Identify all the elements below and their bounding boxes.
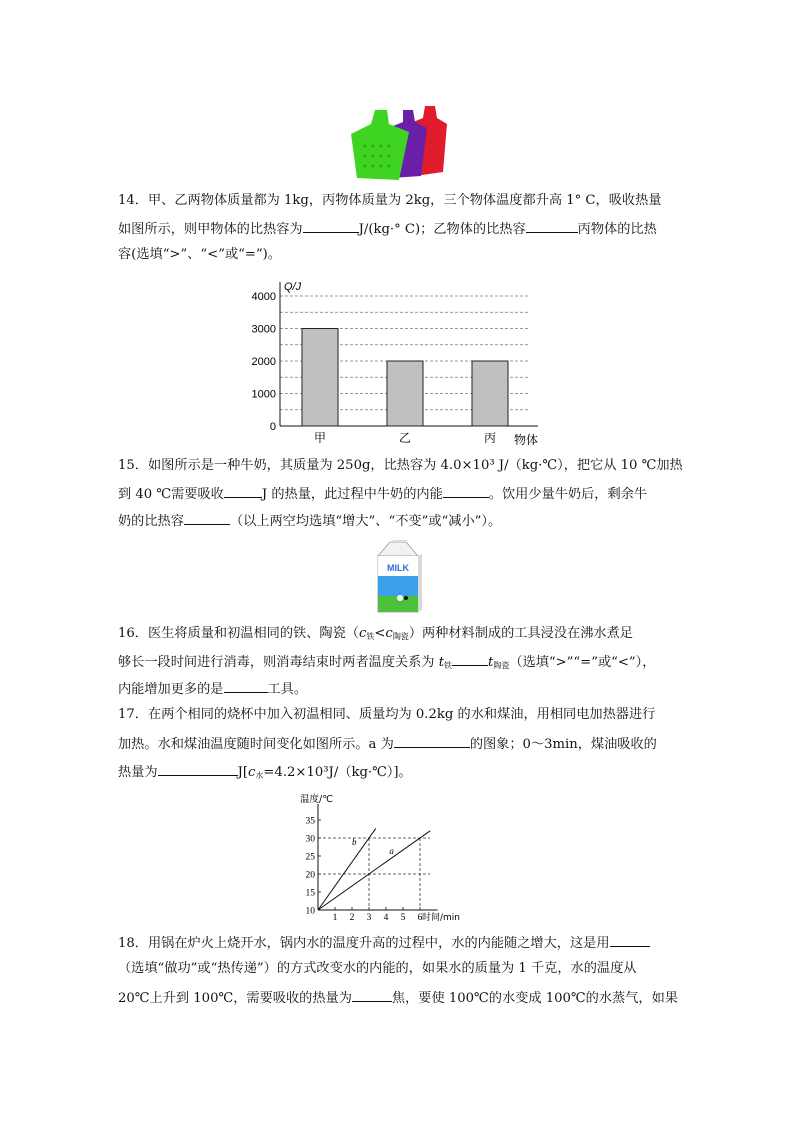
sub-ceramic: 陶瓷 <box>392 632 409 641</box>
q17-text: 加热。水和煤油温度随时间变化如图所示。a 为 <box>118 737 394 752</box>
y-tick-label: 35 <box>305 816 315 827</box>
x-tick-label: 5 <box>400 913 406 922</box>
q17-text: 的图象；0～3min，煤油吸收的 <box>469 737 657 752</box>
answer-blank <box>303 219 359 233</box>
q14-line2 <box>118 219 657 239</box>
answer-blank <box>443 484 489 498</box>
y-tick-label: 0 <box>269 421 276 433</box>
q15-line3 <box>118 511 501 531</box>
x-tick-label: 丙 <box>483 431 497 445</box>
q18-line2: （选填“做功”或“热传递”）的方式改变水的内能的，如果水的质量为 1 千克，水的温度从 <box>118 961 637 976</box>
series-a-label: a <box>389 846 394 857</box>
y-tick-label: 15 <box>305 888 315 899</box>
q14-line1: 14．甲、乙两物体质量都为 1kg，丙物体质量为 2kg，三个物体温度都升高 1° C，吸收热量 <box>118 193 662 208</box>
answer-blank <box>158 762 238 776</box>
x-tick-label: 3 <box>366 913 372 922</box>
bar-chart <box>240 278 550 450</box>
sub-water: 水 <box>255 771 264 780</box>
milk-label: MILK <box>387 563 409 573</box>
q15-text: 。饮用少量牛奶后，剩余牛 <box>488 487 648 502</box>
q17-text: 热量为 <box>118 765 158 780</box>
x-tick-label: 乙 <box>398 431 412 445</box>
answer-blank <box>526 219 578 233</box>
answer-blank <box>452 652 488 666</box>
bar <box>302 329 338 427</box>
sub-iron: 铁 <box>444 661 453 670</box>
q14-text: J/(kg·° C)；乙物体的比热容 <box>358 222 526 237</box>
y-axis-label: Q/J <box>284 281 302 293</box>
q16-text: （选填“>”“=”或“<”）， <box>509 655 656 670</box>
series-b-label: b <box>352 837 357 848</box>
sub-ceramic: 陶瓷 <box>493 661 510 670</box>
q18-text: 焦，要使 100℃的水变成 100℃的水蒸气，如果 <box>391 991 678 1006</box>
q16-text: 够长一段时间进行消毒，则消毒结束时两者温度关系为 <box>118 655 439 670</box>
x-tick-label: 6 <box>417 913 423 922</box>
q18-line3 <box>118 988 678 1008</box>
q16-text: 16．医生将质量和初温相同的铁、陶瓷（ <box>118 626 359 641</box>
q18-line1 <box>118 933 650 953</box>
q15-line2 <box>118 484 647 504</box>
q14-text: 丙物体的比热 <box>577 222 657 237</box>
y-tick-label: 4000 <box>251 291 276 303</box>
x-tick-label: 4 <box>383 913 389 922</box>
hot-water-bottles-image <box>343 96 451 182</box>
y-tick-label: 3000 <box>251 323 276 336</box>
q14-line3: 容(选填“>”、“<”或“=”)。 <box>118 247 282 262</box>
var-c: c <box>248 765 256 780</box>
answer-blank <box>184 511 230 525</box>
q18-text: 20℃上升到 100℃，需要吸收的热量为 <box>118 991 352 1006</box>
milk-carton-image <box>372 540 422 616</box>
q17-text: =4.2×10³J/（kg·℃）]。 <box>263 765 412 780</box>
q16-line1 <box>118 625 633 646</box>
answer-blank <box>610 933 650 947</box>
q15-line1: 15．如图所示是一种牛奶，其质量为 250g，比热容为 4.0×10³ J/（kg·℃），把它从 10 ℃加热 <box>118 458 683 473</box>
y-tick-label: 20 <box>305 870 315 881</box>
var-c: c <box>385 626 393 641</box>
bar <box>387 361 423 426</box>
answer-blank <box>224 484 262 498</box>
var-c: c <box>358 626 367 641</box>
y-tick-label: 1000 <box>251 388 276 401</box>
q17-line2 <box>118 734 657 754</box>
q16-text: 工具。 <box>267 682 308 697</box>
q18-text: 18．用锅在炉火上烧开水，锅内水的温度升高的过程中，水的内能随之增大，这是用 <box>118 936 610 951</box>
q15-text: （以上两空均选填“增大”、“不变”或“减小”）。 <box>229 514 502 529</box>
answer-blank <box>224 679 268 693</box>
bar <box>472 361 508 426</box>
series-a-line <box>318 831 430 910</box>
answer-blank <box>352 988 392 1002</box>
y-tick-label: 25 <box>305 852 315 863</box>
sub-iron: 铁 <box>366 632 375 641</box>
q16-line2 <box>118 652 655 675</box>
y-tick-label: 2000 <box>251 356 276 368</box>
x-axis-label: 物体 <box>514 433 539 447</box>
x-tick-label: 2 <box>349 913 355 922</box>
y-tick-label: 10 <box>305 906 315 917</box>
y-tick-label: 30 <box>305 834 315 845</box>
q15-text: 奶的比热容 <box>118 514 184 529</box>
q17-text: J[ <box>237 765 248 780</box>
q16-text: 内能增加更多的是 <box>118 682 224 697</box>
q17-line1: 17．在两个相同的烧杯中加入初温相同、质量均为 0.2kg 的水和煤油，用相同电加热器进行 <box>118 707 656 722</box>
x-tick-label: 甲 <box>313 431 327 445</box>
temperature-time-chart <box>296 790 476 922</box>
answer-blank <box>394 734 470 748</box>
x-tick-label: 1 <box>332 913 338 922</box>
var-t: t <box>488 655 494 670</box>
q15-text: 到 40 ℃需要吸收 <box>118 487 224 502</box>
q16-text: ）两种材料制成的工具浸没在沸水煮足 <box>408 626 633 641</box>
y-axis-label: 温度/℃ <box>300 794 333 805</box>
q15-text: J 的热量，此过程中牛奶的内能 <box>261 487 443 502</box>
x-axis-label: 时间/min <box>422 913 461 922</box>
var-t: t <box>438 655 445 670</box>
q16-line3 <box>118 679 307 699</box>
series-b-line <box>318 828 376 910</box>
q17-line3 <box>118 762 412 785</box>
lt-sign: < <box>374 626 386 641</box>
q14-text: 如图所示，则甲物体的比热容为 <box>118 222 303 237</box>
